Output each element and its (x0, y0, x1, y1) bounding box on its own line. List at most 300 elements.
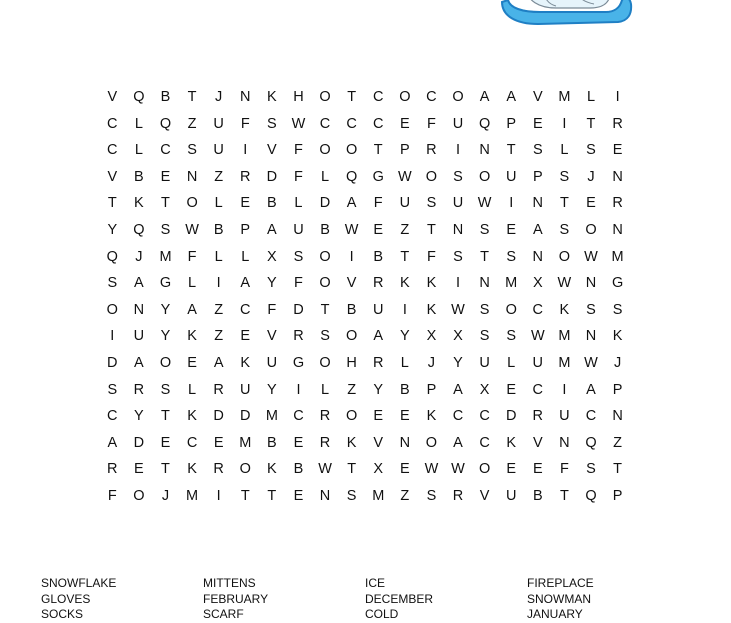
grid-letter: U (213, 142, 224, 159)
grid-letter: W (584, 248, 598, 265)
grid-letter: N (399, 434, 411, 451)
grid-letter: O (319, 248, 331, 265)
grid-letter: B (267, 434, 277, 451)
grid-row (99, 403, 633, 430)
grid-letter: J (215, 89, 223, 105)
grid-letter: V (346, 275, 357, 292)
grid-letter: E (293, 434, 304, 451)
grid-letter: L (134, 142, 143, 159)
grid-letter: Y (267, 275, 277, 292)
grid-letter: V (107, 168, 118, 185)
grid-letter: A (586, 381, 596, 398)
grid-letter: E (293, 487, 304, 504)
grid-letter: P (532, 168, 543, 185)
grid-letter: A (453, 381, 463, 398)
grid-letter: H (346, 354, 357, 371)
grid-letter: D (293, 301, 304, 318)
grid-letter: S (107, 275, 118, 292)
grid-letter: K (267, 461, 277, 478)
grid-letter: C (346, 115, 357, 132)
grid-letter: C (479, 408, 490, 425)
grid-letter: Q (106, 248, 118, 265)
grid-letter: A (532, 221, 543, 238)
grid-letter: B (213, 221, 224, 238)
grid-letter: T (161, 461, 170, 478)
grid-letter: Q (133, 89, 145, 105)
grid-letter: I (456, 275, 461, 292)
grid-letter: O (239, 461, 251, 478)
grid-letter: H (293, 89, 304, 105)
grid-letter: J (427, 354, 436, 371)
grid-letter: S (107, 381, 118, 398)
grid-letter: O (505, 301, 517, 318)
grid-letter: T (347, 461, 357, 478)
grid-letter: C (240, 301, 251, 318)
grid-row (99, 244, 633, 271)
grid-letter: T (107, 195, 117, 212)
grid-letter: M (611, 248, 624, 265)
grid-letter: C (452, 408, 464, 425)
grid-letter: E (612, 142, 623, 159)
word-list-item: MITTENS (203, 576, 256, 590)
grid-letter: L (214, 195, 223, 212)
grid-letter: U (452, 115, 464, 132)
grid-letter: P (426, 381, 437, 398)
grid-letter: U (399, 195, 411, 212)
grid-letter: A (453, 434, 463, 451)
word-search-grid (99, 84, 633, 510)
grid-letter: B (346, 301, 357, 318)
grid-row (99, 350, 633, 377)
grid-letter: X (453, 328, 463, 345)
grid-letter: M (265, 408, 278, 425)
grid-letter: R (426, 142, 437, 159)
grid-letter: L (560, 142, 569, 159)
grid-row (99, 137, 633, 164)
grid-letter: X (267, 248, 277, 265)
grid-letter: F (294, 168, 303, 185)
grid-letter: S (586, 142, 596, 159)
grid-letter: E (506, 381, 517, 398)
grid-letter: B (532, 487, 543, 504)
grid-letter: U (372, 301, 384, 318)
grid-letter: Q (585, 487, 597, 504)
grid-letter: E (213, 434, 224, 451)
grid-row (99, 430, 633, 457)
grid-letter: F (294, 275, 303, 292)
grid-letter: N (532, 248, 544, 265)
grid-letter: A (506, 89, 517, 105)
grid-letter: T (267, 487, 277, 504)
grid-letter: O (133, 487, 145, 504)
grid-letter: A (267, 221, 277, 238)
grid-row (99, 111, 633, 138)
grid-letter: S (612, 301, 623, 318)
grid-letter: V (532, 434, 543, 451)
grid-letter: E (240, 195, 251, 212)
grid-letter: O (399, 89, 411, 105)
grid-letter: L (134, 115, 143, 132)
grid-letter: O (346, 328, 358, 345)
grid-letter: E (187, 354, 197, 371)
grid-letter: W (185, 221, 199, 238)
grid-letter: W (451, 461, 465, 478)
grid-letter: U (293, 221, 304, 238)
grid-letter: S (506, 248, 517, 265)
grid-letter: L (294, 195, 303, 212)
grid-letter: D (266, 168, 278, 185)
grid-letter: X (426, 328, 437, 345)
grid-letter: S (346, 487, 357, 504)
grid-letter: R (133, 381, 145, 398)
grid-letter: K (426, 275, 437, 292)
grid-letter: T (161, 195, 170, 212)
grid-letter: C (585, 408, 597, 425)
grid-letter: Q (133, 221, 145, 238)
grid-letter: F (559, 461, 569, 478)
grid-letter: T (586, 115, 596, 132)
grid-letter: I (216, 487, 221, 504)
grid-letter: W (530, 328, 545, 345)
grid-letter: G (372, 168, 384, 185)
grid-letter: D (240, 408, 251, 425)
grid-letter: F (267, 301, 277, 318)
grid-letter: O (186, 195, 198, 212)
grid-letter: P (240, 221, 251, 238)
grid-letter: S (506, 328, 517, 345)
grid-letter: I (402, 301, 407, 318)
grid-letter: L (400, 354, 409, 371)
grid-letter: Q (585, 434, 597, 451)
grid-letter: T (161, 408, 170, 425)
grid-letter: Y (267, 381, 277, 398)
grid-letter: S (453, 248, 463, 265)
grid-letter: E (506, 221, 517, 238)
grid-letter: M (558, 328, 571, 345)
grid-letter: N (240, 89, 251, 105)
grid-letter: N (479, 275, 490, 292)
grid-letter: C (372, 115, 384, 132)
grid-letter: N (479, 142, 490, 159)
grid-letter: J (613, 354, 622, 371)
grid-letter: Q (346, 168, 358, 185)
grid-letter: E (134, 461, 144, 478)
grid-row (99, 190, 633, 217)
grid-letter: N (133, 301, 145, 318)
grid-letter: K (134, 195, 144, 212)
grid-letter: A (213, 354, 224, 371)
grid-letter: E (586, 195, 596, 212)
grid-letter: C (107, 115, 118, 132)
word-list-item: SNOWFLAKE (41, 576, 117, 590)
word-list-item: ICE (365, 576, 386, 590)
grid-letter: J (587, 168, 595, 185)
grid-letter: K (346, 434, 357, 451)
grid-letter: S (267, 115, 277, 132)
grid-letter: T (373, 142, 383, 159)
grid-letter: X (479, 381, 490, 398)
grid-letter: S (293, 248, 304, 265)
grid-letter: F (426, 248, 436, 265)
grid-letter: V (479, 487, 490, 504)
grid-row (99, 377, 633, 404)
grid-letter: Y (160, 328, 171, 345)
grid-letter: Z (347, 381, 357, 398)
grid-letter: D (107, 354, 118, 371)
grid-letter: G (292, 354, 305, 371)
grid-letter: L (241, 248, 250, 265)
grid-letter: T (400, 248, 410, 265)
grid-letter: B (267, 195, 277, 212)
grid-letter: Q (159, 115, 172, 132)
grid-letter: E (532, 461, 543, 478)
grid-letter: S (479, 328, 490, 345)
grid-letter: O (478, 168, 491, 185)
grid-letter: Z (214, 168, 224, 185)
grid-letter: L (214, 248, 223, 265)
grid-row (99, 483, 633, 510)
grid-letter: C (107, 408, 118, 425)
grid-letter: K (426, 408, 437, 425)
grid-letter: Y (453, 354, 463, 371)
grid-letter: S (559, 221, 570, 238)
grid-letter: V (267, 328, 277, 345)
grid-letter: R (240, 168, 251, 185)
grid-letter: M (558, 354, 571, 371)
grid-letter: N (585, 328, 597, 345)
grid-letter: J (161, 487, 170, 504)
word-list-item: FIREPLACE (527, 576, 594, 590)
grid-letter: K (399, 275, 410, 292)
grid-letter: N (452, 221, 464, 238)
grid-letter: C (426, 89, 437, 105)
grid-letter: R (612, 195, 623, 212)
sled-icon (498, 0, 638, 32)
grid-row (99, 217, 633, 244)
word-list-item: SNOWMAN (527, 591, 591, 606)
grid-letter: Y (134, 408, 144, 425)
grid-letter: K (187, 461, 197, 478)
grid-row (99, 323, 633, 350)
grid-letter: N (319, 487, 331, 504)
grid-letter: R (372, 354, 384, 371)
grid-letter: C (479, 434, 490, 451)
grid-letter: L (586, 89, 596, 105)
grid-letter: E (399, 408, 410, 425)
grid-letter: U (240, 381, 251, 398)
grid-letter: Y (399, 328, 410, 345)
grid-letter: F (373, 195, 383, 212)
grid-letter: U (532, 354, 544, 371)
grid-letter: C (293, 408, 304, 425)
grid-letter: K (506, 434, 517, 451)
grid-letter: W (557, 275, 572, 292)
grid-letter: B (160, 89, 171, 105)
grid-row (99, 297, 633, 324)
grid-letter: Z (187, 115, 197, 132)
grid-letter: O (346, 408, 358, 425)
grid-letter: Z (400, 487, 410, 504)
grid-letter: C (160, 142, 171, 159)
grid-letter: M (186, 487, 199, 504)
grid-letter: P (612, 381, 623, 398)
grid-letter: R (319, 434, 331, 451)
grid-row (99, 84, 633, 111)
grid-letter: K (187, 328, 197, 345)
grid-letter: I (216, 275, 221, 292)
grid-letter: T (426, 221, 436, 238)
grid-letter: O (452, 89, 464, 105)
grid-letter: D (213, 408, 224, 425)
grid-letter: I (296, 381, 301, 398)
grid-letter: S (160, 221, 171, 238)
grid-letter: T (480, 248, 490, 265)
grid-letter: E (160, 434, 171, 451)
grid-letter: L (321, 168, 330, 185)
grid-letter: E (399, 115, 410, 132)
grid-letter: U (559, 408, 570, 425)
grid-letter: Z (214, 301, 224, 318)
grid-letter: O (346, 142, 358, 159)
grid-letter: M (505, 275, 518, 292)
grid-letter: U (133, 328, 145, 345)
grid-letter: O (558, 248, 571, 265)
grid-letter: K (426, 301, 437, 318)
grid-letter: I (562, 115, 567, 132)
grid-letter: C (372, 89, 384, 105)
grid-letter: K (187, 408, 197, 425)
grid-letter: D (319, 195, 331, 212)
grid-letter: X (532, 275, 543, 292)
grid-letter: F (294, 142, 303, 159)
grid-letter: L (188, 381, 197, 398)
grid-letter: U (213, 115, 224, 132)
grid-letter: D (505, 408, 517, 425)
grid-letter: A (373, 328, 384, 345)
grid-row (99, 164, 633, 191)
grid-letter: E (373, 221, 384, 238)
grid-letter: T (240, 487, 250, 504)
grid-letter: B (134, 168, 144, 185)
grid-letter: Z (214, 328, 224, 345)
grid-letter: E (506, 461, 517, 478)
grid-letter: O (319, 89, 331, 105)
grid-letter: I (456, 142, 461, 159)
grid-letter: A (187, 301, 197, 318)
grid-letter: C (319, 115, 331, 132)
grid-letter: N (559, 434, 570, 451)
grid-letter: O (159, 354, 172, 371)
grid-letter: K (612, 328, 623, 345)
grid-letter: V (373, 434, 384, 451)
grid-letter: Z (400, 221, 410, 238)
grid-letter: L (507, 354, 516, 371)
grid-letter: I (349, 248, 354, 265)
grid-letter: R (213, 461, 224, 478)
grid-letter: Y (107, 221, 118, 238)
grid-letter: O (425, 434, 438, 451)
grid-letter: O (478, 461, 491, 478)
grid-letter: S (586, 461, 596, 478)
grid-letter: A (479, 89, 490, 105)
grid-letter: T (613, 461, 622, 478)
grid-letter: X (373, 461, 384, 478)
grid-letter: N (612, 168, 623, 185)
grid-letter: O (106, 301, 118, 318)
grid-letter: B (293, 461, 304, 478)
grid-letter: W (477, 195, 492, 212)
grid-letter: Y (160, 301, 171, 318)
word-list-item: DECEMBER (365, 591, 434, 606)
grid-letter: S (320, 328, 330, 345)
grid-letter: O (319, 142, 331, 159)
grid-letter: S (453, 168, 463, 185)
grid-letter: I (110, 328, 115, 345)
grid-letter: S (479, 221, 490, 238)
grid-letter: M (239, 434, 252, 451)
grid-letter: O (425, 168, 438, 185)
grid-letter: B (399, 381, 410, 398)
word-list-item: FEBRUARY (203, 591, 269, 606)
word-list (41, 576, 721, 623)
grid-letter: R (452, 487, 464, 504)
grid-letter: E (532, 115, 543, 132)
grid-letter: T (506, 142, 516, 159)
grid-letter: S (187, 142, 197, 159)
grid-letter: Y (373, 381, 384, 398)
grid-letter: W (291, 115, 306, 132)
grid-letter: W (451, 301, 465, 318)
grid-letter: L (188, 275, 197, 292)
grid-letter: G (159, 275, 172, 292)
grid-letter: B (320, 221, 330, 238)
grid-letter: I (615, 89, 620, 105)
grid-letter: U (505, 487, 517, 504)
grid-letter: T (559, 487, 569, 504)
grid-letter: O (319, 275, 331, 292)
grid-letter: R (612, 115, 623, 132)
grid-letter: T (559, 195, 569, 212)
grid-letter: O (585, 221, 597, 238)
word-list-item: COLD (365, 607, 399, 621)
grid-letter: S (586, 301, 596, 318)
grid-letter: F (107, 487, 117, 504)
grid-letter: R (107, 461, 118, 478)
grid-letter: F (187, 248, 197, 265)
grid-letter: L (321, 381, 330, 398)
grid-letter: E (160, 168, 171, 185)
grid-letter: C (532, 301, 544, 318)
grid-letter: W (318, 461, 332, 478)
grid-letter: S (426, 195, 437, 212)
grid-letter: E (240, 328, 251, 345)
grid-letter: S (479, 301, 490, 318)
grid-letter: F (426, 115, 436, 132)
grid-letter: N (612, 221, 623, 238)
grid-letter: K (267, 89, 277, 105)
grid-letter: U (452, 195, 464, 212)
grid-letter: R (213, 381, 224, 398)
grid-row (99, 270, 633, 297)
grid-letter: V (532, 89, 543, 105)
grid-letter: V (267, 142, 277, 159)
word-list-item: SOCKS (41, 607, 84, 621)
grid-letter: A (107, 434, 118, 451)
grid-letter: M (159, 248, 172, 265)
grid-letter: K (240, 354, 251, 371)
grid-letter: I (562, 381, 567, 398)
grid-letter: P (506, 115, 517, 132)
